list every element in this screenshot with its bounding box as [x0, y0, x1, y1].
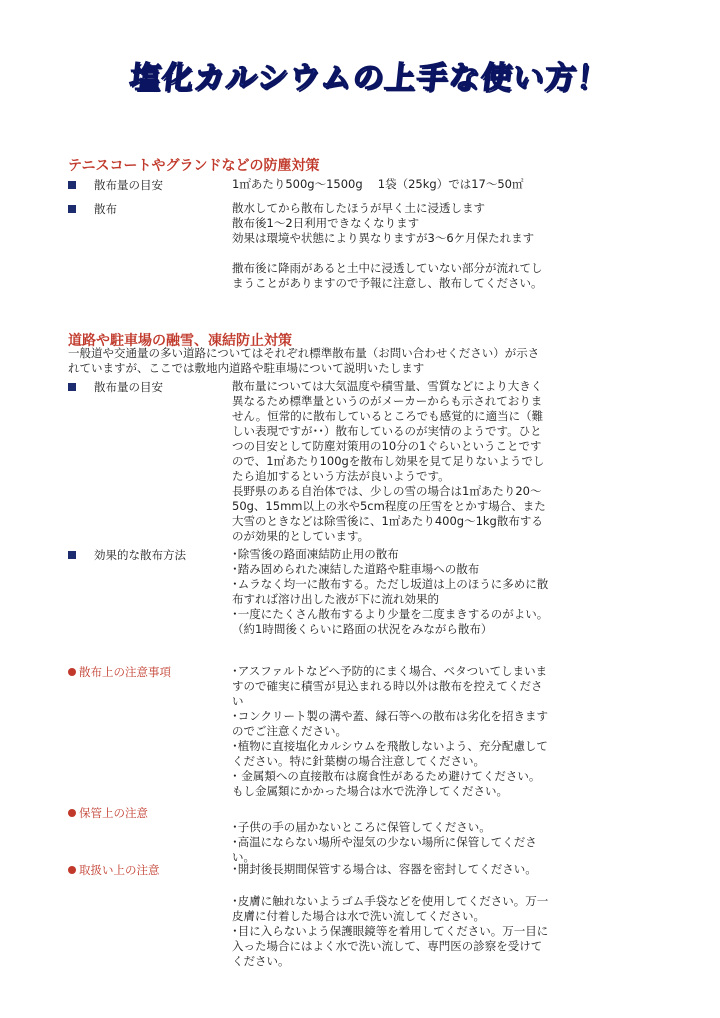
square-bullet-icon: [68, 181, 76, 189]
row-label-text: 散布量の目安: [94, 380, 163, 394]
paragraph: 散布量については大気温度や積雪量、雪質などにより大きく異なるため標準量というのがメーカーからも示されておりません。恒常的に散布しているところでも感覚的に適当に（難しい表現ですが･･）散布しているのが実情のようです。ひとつの目安として防塵対策用の10分の1ぐらいということですので、1㎡あたり100gを散布し効果を見て足りないようでしたら追加するという方法が良いようです。: [232, 379, 545, 483]
row-label-text: 効果的な散布方法: [94, 548, 186, 562]
caution-handling-text: [232, 862, 550, 969]
caution-label-storage: [68, 805, 148, 821]
paragraph: ･子供の手の届かないところに保管してください。: [232, 820, 491, 834]
red-dot-icon: [68, 809, 76, 817]
row-label-text: 保管上の注意: [79, 806, 148, 820]
caution-label-spreading: [68, 664, 171, 680]
intro-text: 一般道や交通量の多い道路についてはそれぞれ標準散布量（お問い合わせください）が示されていますが、ここでは敷地内道路や駐車場について説明いたします: [68, 346, 540, 375]
row-label-text: 散布量の目安: [94, 178, 163, 192]
row-label-snow-amount: [68, 379, 163, 395]
paragraph: ･アスファルトなどへ予防的にまく場合、ベタついてしまいますので確実に積雪が見込まれる時以外は散布を控えてください: [232, 664, 548, 708]
section-heading-snow: 道路や駐車場の融雪、凍結防止対策: [68, 333, 292, 349]
paragraph: ･植物に直接塩化カルシウムを飛散しないよう、充分配慮してください。特に針葉樹の場合注意してください。: [232, 739, 548, 768]
row-label-method: [68, 547, 186, 563]
red-dot-icon: [68, 668, 76, 676]
amount-text: [232, 177, 572, 192]
paragraph: ･ 金属類への直接散布は腐食性があるため避けてください。もし金属類にかかった場合は水で洗浄してください。: [232, 769, 541, 798]
red-dot-icon: [68, 866, 76, 874]
caution-spreading-text: [232, 664, 550, 799]
snow-amount-text: [232, 379, 550, 544]
amount-value: 1㎡あたり500g〜1500g 1袋（25kg）では17〜50㎡: [232, 177, 524, 191]
caution-storage-text: [232, 820, 550, 865]
page-title: 塩化カルシウムの上手な使い方！: [127, 60, 611, 96]
square-bullet-icon: [68, 205, 76, 213]
spread-text: [232, 201, 550, 291]
paragraph: ･開封後長期間保管する場合は、容器を密封してください。: [232, 862, 537, 876]
row-label-text: 散布: [94, 202, 117, 216]
paragraph: ･コンクリート製の溝や蓋、縁石等への散布は劣化を招きますのでご注意ください。: [232, 709, 549, 738]
paragraph: ･ムラなく均一に散布する。ただし坂道は上のほうに多めに散布すれば溶け出した液が下に流れ効果的: [232, 577, 549, 606]
paragraph: ･踏み固められた凍結した道路や駐車場への散布: [232, 562, 480, 576]
paragraph: 長野県のある自治体では、少しの雪の場合は1㎡あたり20〜50g、15mm以上の氷や5cm程度の圧雪をとかす場合、また大雪のときなどは除雪後に、1㎡あたり400g〜1kg散布するのが効果的としています。: [232, 484, 546, 543]
paragraph: ･除雪後の路面凍結防止用の散布: [232, 547, 399, 561]
square-bullet-icon: [68, 551, 76, 559]
paragraph: ･高温にならない場所や湿気の少ない場所に保管してください。: [232, 835, 537, 864]
square-bullet-icon: [68, 383, 76, 391]
paragraph: ･皮膚に触れないようゴム手袋などを使用してください。万一皮膚に付着した場合は水で洗い流してください。: [232, 894, 549, 923]
row-label-amount: [68, 177, 163, 193]
row-label-spread: [68, 201, 117, 217]
section-heading-dust: テニスコートやグランドなどの防塵対策: [68, 158, 320, 174]
snow-intro: [68, 346, 548, 376]
paragraph: ･一度にたくさん散布するより少量を二度まきするのがよい。（約1時間後くらいに路面の状況をみながら散布）: [232, 607, 549, 636]
paragraph: 散水してから散布したほうが早く土に浸透します: [232, 201, 485, 215]
row-label-text: 取扱い上の注意: [79, 863, 160, 877]
paragraph: 散布後1〜2日利用できなくなります: [232, 216, 420, 230]
paragraph: ･目に入らないよう保護眼鏡等を着用してください。万一目に入った場合にはよく水で洗い流して、専門医の診察を受けてください。: [232, 924, 549, 968]
method-text: [232, 547, 550, 637]
caution-label-handling: [68, 862, 160, 878]
row-label-text: 散布上の注意事項: [79, 665, 171, 679]
paragraph: 効果は環境や状態により異なりますが3〜6ケ月保たれます: [232, 231, 535, 245]
paragraph: 撒布後に降雨があると土中に浸透していない部分が流れてしまうことがありますので予報に注意し、散布してください。: [232, 261, 543, 290]
